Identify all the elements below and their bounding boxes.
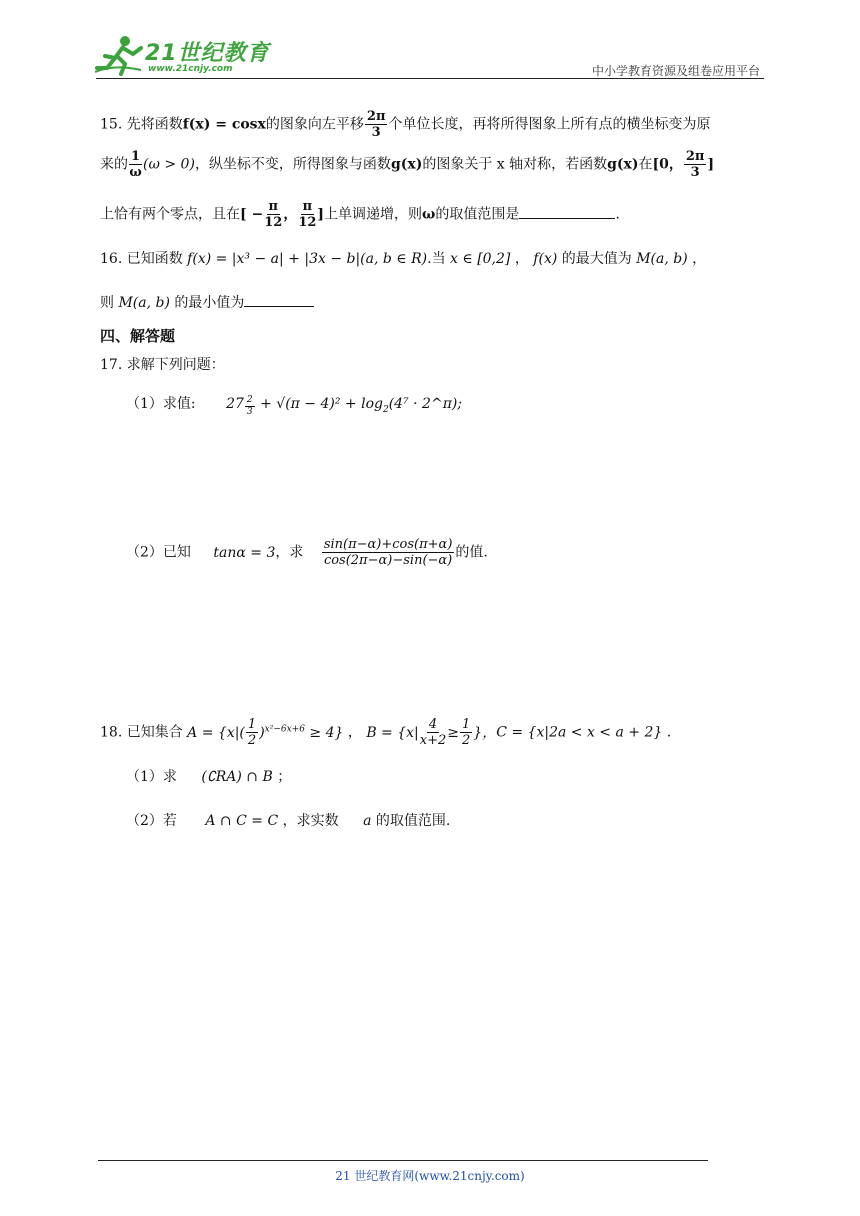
q15-answer-blank[interactable]	[519, 218, 615, 219]
q17-number: 17.	[100, 357, 123, 373]
q18-number: 18.	[100, 724, 123, 741]
q15-shift-frac: $\frac{2\pi}{3}$	[366, 109, 386, 140]
q15-line3: 上恰有两个零点，且在[ − $\frac{\pi}{12}$ ， $\frac{\pi}{12}$ ]上单调递增，则ω的取值范围是 .	[100, 199, 620, 230]
q18-set-c: C = {x|2a < x < a + 2}	[496, 724, 663, 741]
header	[90, 30, 770, 80]
q15-line2: 来的 $\frac{1}{\omega}$ (ω > 0)，纵坐标不变，所得图象与函数g(x)的图象关于 x 轴对称，若函数g(x)在[0， $\frac{2\pi}{3}$ ]	[100, 149, 715, 180]
q16-line2: 则 M(a, b) 的最小值为	[100, 292, 314, 312]
q15-omega-frac: $\frac{1}{\omega}$	[129, 149, 142, 180]
q15-number: 15.	[100, 116, 123, 133]
q18-line1: 18. 已知集合 A = {x|( $\frac{1}{2}$ )$^{x^2-6x+6}$ ≥ 4} ， B = {x| $\frac{4}{x+2}$ ≥ $\frac{1}{2}$ }，C = {x|2a < x < a + 2} .	[100, 717, 672, 748]
platform-name: 中小学教育资源及组卷应用平台	[591, 64, 760, 78]
section-title: 四、解答题	[100, 327, 176, 345]
q17-part1: （1）求值: 27 $\frac{2}{3}$ + $√(\pi - 4)^2 + \log_2(4^7$ · 2^π);	[126, 395, 463, 418]
q18-part2: （2）若 A ∩ C = C ，求实数 a 的取值范围.	[126, 813, 451, 829]
header-rule	[96, 78, 764, 79]
q18-set-b: B = {x| $\frac{4}{x+2}$ ≥ $\frac{1}{2}$ }，	[366, 717, 497, 748]
q18-part1: （1）求 (∁RA) ∩ B ；	[126, 769, 292, 785]
q15-f-def: f(x) = cosx	[182, 116, 266, 133]
q16-answer-blank[interactable]	[244, 306, 314, 307]
q16-number: 16.	[100, 251, 123, 267]
q18-set-a: A = {x|( $\frac{1}{2}$ )$^{x^2-6x+6}$ ≥ 4}	[187, 717, 344, 748]
footer-rule	[98, 1160, 708, 1161]
q15-line1: 15. 先将函数f(x) = cosx的图象向左平移 $\frac{2\pi}{3}$ 个单位长度，再将所得图象上所有点的横坐标变为原	[100, 109, 711, 140]
footer-text: 21 世纪教育网(www.21cnjy.com)	[335, 1169, 525, 1183]
logo-url: www.21cnjy.com	[148, 64, 233, 74]
q16-function: f(x) = |x³ − a| + |3x − b|(a, b ∈ R)	[187, 251, 428, 267]
q17-part2: （2）已知 tanα = 3，求 $\frac{\sin(\pi-\alpha)+\cos(\pi+\alpha)}{\cos(2\pi-\alpha)-\sin(-\alpha)}$ 的值.	[126, 537, 488, 568]
q16-line1: 16. 已知函数 f(x) = |x³ − a| + |3x − b|(a, b ∈ R).当 x ∈ [0,2] ， f(x) 的最大值为 M(a, b) ，	[100, 251, 707, 267]
q17-part1-expression: 27 $\frac{2}{3}$ + $√(\pi - 4)^2 + \log_2(4^7$ · 2^π);	[226, 395, 463, 418]
logo-text: 21世纪教育	[145, 41, 270, 66]
q17-intro: 17. 求解下列问题：	[100, 357, 225, 373]
q17-part2-fraction: $\frac{\sin(\pi-\alpha)+\cos(\pi+\alpha)}{\cos(2\pi-\alpha)-\sin(-\alpha)}$	[323, 537, 453, 568]
q15-interval-frac: $\frac{2\pi}{3}$	[685, 149, 705, 180]
logo-runner-icon	[95, 34, 145, 76]
